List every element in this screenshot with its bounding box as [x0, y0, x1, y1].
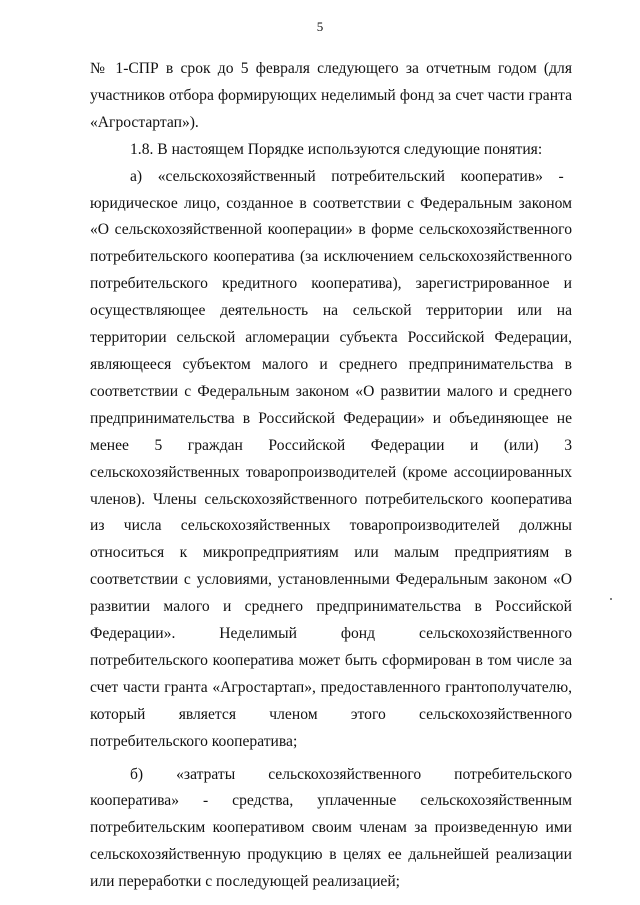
paragraph-definition-b: б) «затраты сельскохозяйственного потребительского кооператива» - средства, уплаченные сельскохозяйственным потребительским кооперативом своим членам за произведенную ими сельскохозяйственную продукцию в целях ее дальнейшей реализации или переработки с последующей реализацией; [90, 765, 572, 891]
paragraph-section-1-8: 1.8. В настоящем Порядке используются следующие понятия: [130, 140, 543, 158]
paragraph-definition-a: а) «сельскохозяйственный потребительский кооператив» - юридическое лицо, созданное в соответствии с Федеральным законом «О сельскохозяйственной кооперации» в форме сельскохозяйственного потребительского кооператива (за исключением сельскохозяйственного потребительского кредитного кооператива), зарегистрированное и осуществляющее деятельность на сельской территории или на территории сельской агломерации субъекта Российской Федерации, являющееся субъектом малого и среднего предпринимательства в соответствии с Федеральным законом «О развитии малого и среднего предпринимательства в Российской Федерации» и объединяющее не менее 5 граждан Российской Федерации и (или) 3 сельскохозяйственных товаропроизводителей (кроме ассоциированных членов). Члены сельскохозяйственного потребительского кооператива из числа сельскохозяйственных товаропроизводителей должны относиться к микропредприятиям или малым предприятиям в соответствии с условиями, установленными Федеральным законом «О развитии малого и среднего предпринимательства в Российской Федерации». Неделимый фонд сельскохозяйственного потребительского кооператива может быть сформирован в том числе за счет части гранта «Агростартап», предоставленного грантополучателю, который является членом этого сельскохозяйственного потребительского кооператива; [90, 167, 572, 750]
document-body [90, 56, 572, 896]
paragraph-continuation: № 1-СПР в срок до 5 февраля следующего за отчетным годом (для участников отбора формирующих неделимый фонд за счет части гранта «Агростартап»). [90, 60, 572, 131]
page-number: 5 [316, 19, 324, 34]
margin-mark [610, 598, 612, 600]
